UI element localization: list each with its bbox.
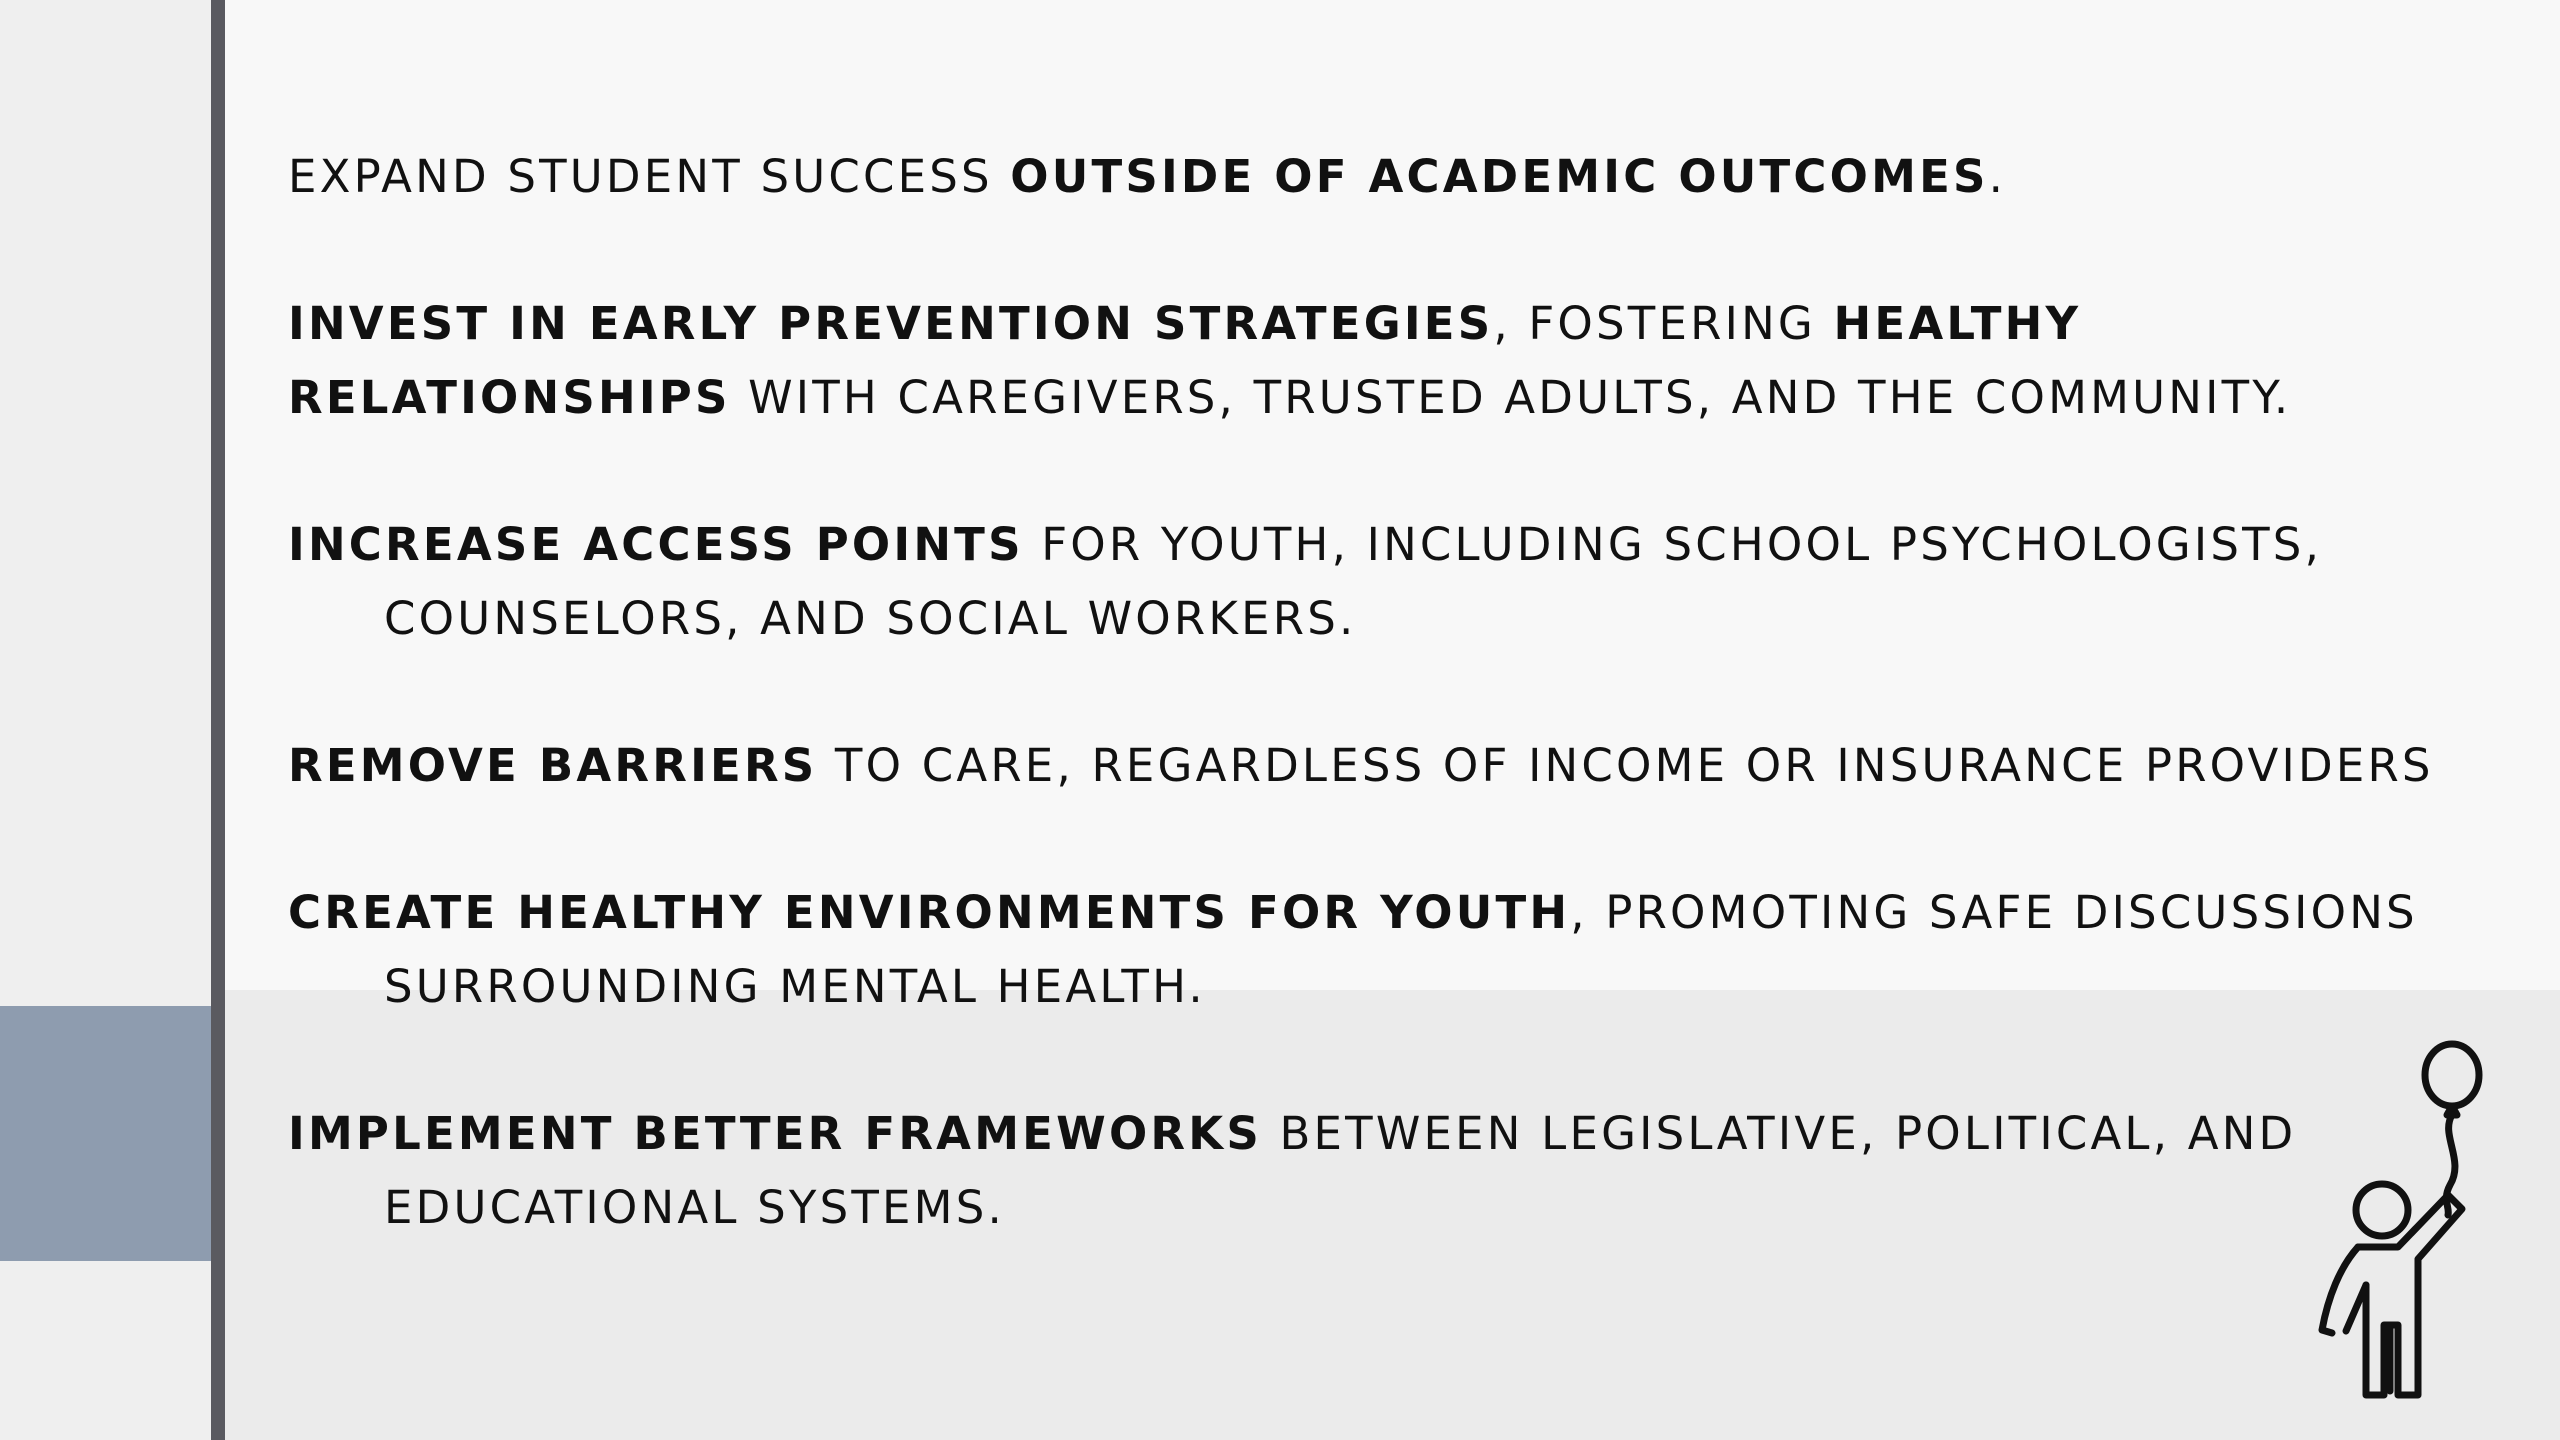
bullet-2-part-3: HEALTHY RELATIONSHIPS [288, 297, 2082, 424]
bullet-6-part-2: BETWEEN LEGISLATIVE, POLITICAL, AND EDUCATIONAL SYSTEMS. [384, 1107, 2297, 1234]
bullet-1-part-2: OUTSIDE OF ACADEMIC OUTCOMES [1010, 150, 1989, 203]
left-accent-block [0, 1006, 211, 1261]
bullet-3-part-2: FOR YOUTH, INCLUDING SCHOOL PSYCHOLOGISTS, COUNSELORS, AND SOCIAL WORKERS. [384, 518, 2323, 645]
bullet-2-part-4: WITH CAREGIVERS, TRUSTED ADULTS, AND THE COMMUNITY. [730, 371, 2292, 424]
bullet-5-part-1: CREATE HEALTHY ENVIRONMENTS FOR YOUTH [288, 886, 1571, 939]
bullet-item-1 [288, 140, 2508, 214]
bullet-6-part-1: IMPLEMENT BETTER FRAMEWORKS [288, 1107, 1262, 1160]
bullet-4-part-1: REMOVE BARRIERS [288, 739, 818, 792]
bullet-2-part-1: INVEST IN EARLY PREVENTION STRATEGIES [288, 297, 1494, 350]
bullet-list [288, 140, 2508, 1318]
child-with-balloon-icon [2310, 1035, 2490, 1405]
vertical-divider-bar [211, 0, 225, 1440]
bullet-item-3 [288, 508, 2508, 656]
bullet-2-part-2: , FOSTERING [1493, 297, 1834, 350]
bullet-4-part-2: TO CARE, REGARDLESS OF INCOME OR INSURANCE PROVIDERS [817, 739, 2434, 792]
bullet-3-part-1: INCREASE ACCESS POINTS [288, 518, 1024, 571]
bullet-1-part-3: . [1988, 150, 2007, 203]
bullet-1-part-1: EXPAND STUDENT SUCCESS [288, 150, 1011, 203]
bullet-item-2 [288, 287, 2508, 435]
bullet-item-4 [288, 729, 2508, 803]
bullet-item-6 [288, 1097, 2508, 1245]
bullet-5-part-2: , PROMOTING SAFE DISCUSSIONS SURROUNDING MENTAL HEALTH. [384, 886, 2418, 1013]
bullet-item-5 [288, 876, 2508, 1024]
